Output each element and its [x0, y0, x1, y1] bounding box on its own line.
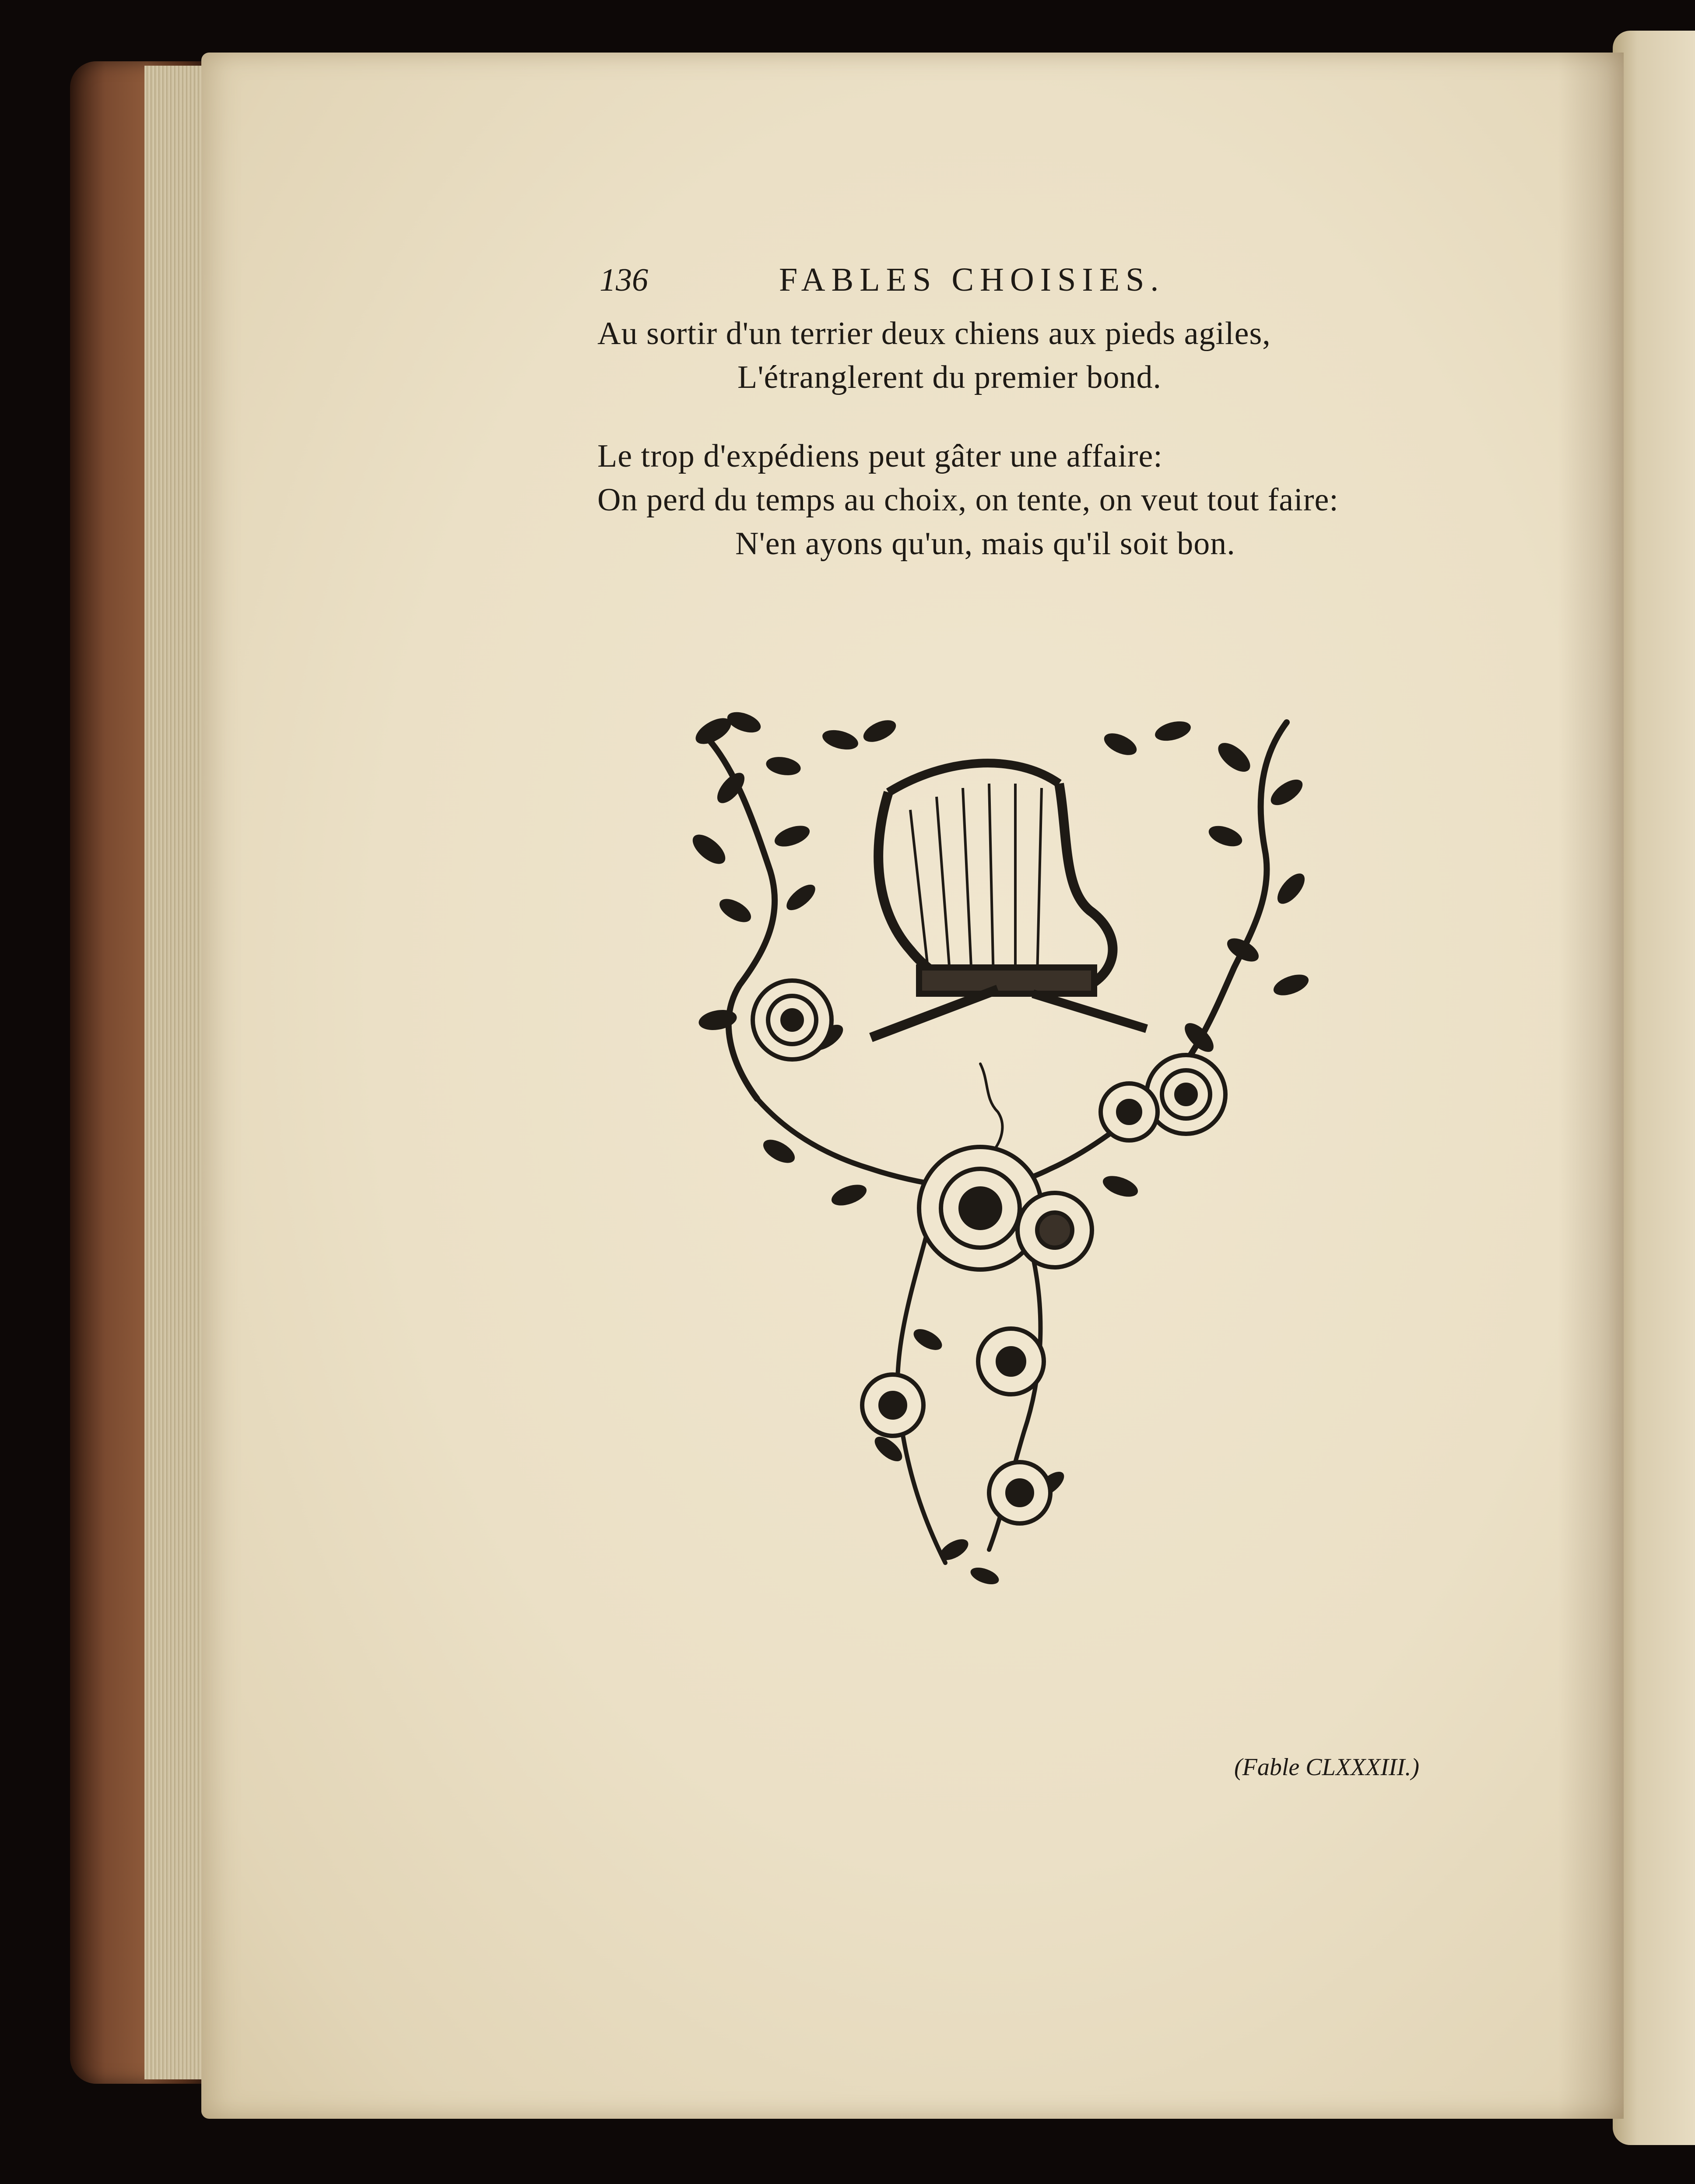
verse-line: On perd du temps au choix, on tente, on veut tout faire:: [597, 482, 1339, 518]
gutter-shadow: [1558, 53, 1624, 2119]
lyre-garland-icon: [683, 705, 1313, 1593]
facing-page-edge: [1613, 31, 1695, 2145]
verse-line: L'étranglerent du premier bond.: [737, 359, 1162, 395]
page-edges: [144, 66, 210, 2079]
verse-line: Le trop d'expédiens peut gâter une affaire:: [597, 438, 1163, 474]
running-head: FABLES CHOISIES.: [779, 261, 1165, 298]
catchword: (Fable CLXXXIII.): [1234, 1754, 1419, 1781]
verse-line: N'en ayons qu'un, mais qu'il soit bon.: [735, 526, 1235, 562]
page-number: 136: [600, 262, 648, 298]
verse-line: Au sortir d'un terrier deux chiens aux pieds agiles,: [597, 316, 1271, 352]
